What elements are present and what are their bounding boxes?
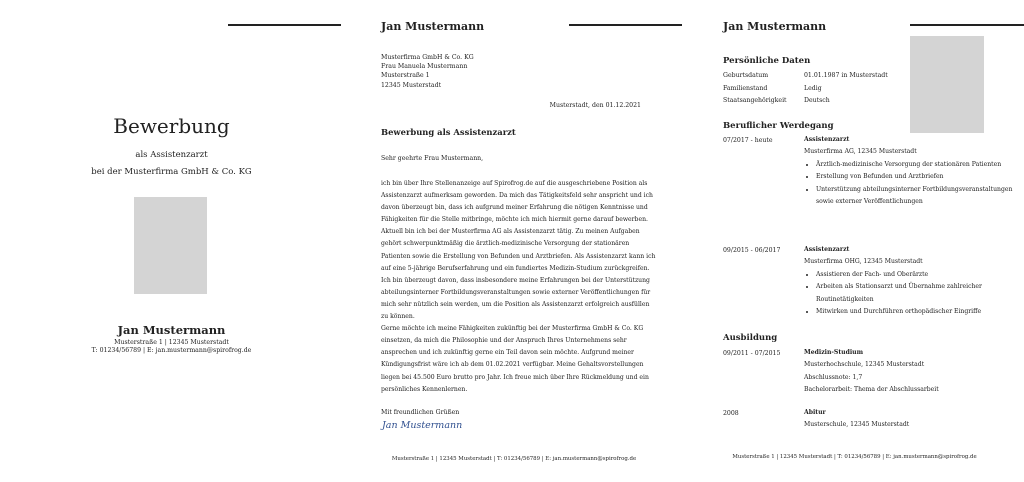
body-line: Fähigkeiten für die Stelle mitbringe, möchte ich mich hiermit gerne darauf bewerben. (381, 216, 648, 224)
letter-salutation: Sehr geehrte Frau Mustermann, (381, 155, 484, 162)
recipient-line: Musterstraße 1 (381, 72, 430, 80)
education-date: 2008 (723, 410, 739, 417)
letter-signature: Jan Mustermann (382, 420, 463, 431)
career-title: Assistenzarzt (804, 246, 850, 253)
cover-position-line: als Assistenzarzt (135, 150, 208, 160)
body-line: davon überzeugt bin, dass ich aufgrund meiner Erfahrung die nötigen Kenntnisse und (381, 204, 648, 212)
career-date: 09/2015 - 06/2017 (723, 247, 781, 254)
duty-item: • Arbeiten als Stationsarzt und Übernahme zahlreicher Routinetätigkeiten (816, 281, 1019, 306)
personal-value: 01.01.1987 in Musterstadt (804, 72, 888, 79)
recipient-address-block (381, 53, 474, 90)
body-line: zu können. (381, 313, 415, 321)
personal-label: Staatsangehörigkeit (723, 97, 787, 104)
career-title: Assistenzarzt (804, 136, 850, 143)
body-line: ich bin über Ihre Stellenanzeige auf Spirofrog.de auf die ausgeschriebene Position als (381, 180, 648, 187)
duty-item: • Mitwirken und Durchführen orthopädischer Eingriffe (816, 306, 1019, 318)
personal-value: Ledig (804, 85, 822, 92)
education-line: Musterhochschule, 12345 Musterstadt (804, 361, 925, 369)
personal-data-heading: Persönliche Daten (723, 56, 811, 66)
cv-top-rule (910, 24, 1024, 26)
personal-label: Familienstand (723, 85, 768, 92)
letter-date: Musterstadt, den 01.12.2021 (549, 102, 641, 109)
body-line: mich sehr nützlich sein werden, um die Position als Assistenzarzt erfolgreich ausfüllen (381, 300, 650, 308)
career-employer: Musterfirma AG, 12345 Musterstadt (804, 148, 917, 156)
education-entry (804, 347, 1019, 397)
letter-subject: Bewerbung als Assistenzarzt (381, 127, 516, 137)
personal-value: Deutsch (804, 97, 830, 104)
body-line: Assistenzarzt aufmerksam geworden. Da mich das Tätigkeitsfeld sehr anspricht und ich (381, 192, 653, 200)
duty-item: • Erstellung von Befunden und Arztbriefen (816, 171, 1019, 183)
body-line: abteilungsinterner Fortbildungsveranstaltungen sowie externer Veröffentlichungen für (381, 288, 651, 296)
letter-body (381, 178, 656, 396)
body-line: liegen bei 45.500 Euro brutto pro Jahr. Ich freue mich über Ihre Rückmeldung und ein (381, 373, 649, 381)
cover-address: Musterstraße 1 | 12345 Musterstadt (114, 339, 229, 346)
cover-letter-page (343, 0, 685, 482)
body-line: Patienten sowie die Erstellung von Befunden und Arztbriefen. Als Assistenzarzt kann ich (381, 252, 656, 260)
duty-item: • Ärztlich-medizinische Versorgung der stationären Patienten (816, 159, 1019, 171)
career-duties (804, 159, 1019, 209)
career-date: 07/2017 - heute (723, 137, 773, 144)
body-line: Gerne möchte ich meine Fähigkeiten zukünftig bei der Musterfirma GmbH & Co. KG (381, 325, 644, 333)
cv-photo-placeholder (910, 36, 984, 133)
recipient-line: 12345 Musterstadt (381, 81, 442, 89)
education-heading: Ausbildung (723, 333, 778, 343)
education-line: Bachelorarbeit: Thema der Abschlussarbeit (804, 386, 939, 394)
career-duties (804, 269, 1019, 319)
cover-title: Bewerbung (113, 114, 230, 138)
education-title: Abitur (804, 409, 826, 416)
career-heading: Beruflicher Werdegang (723, 121, 834, 131)
recipient-line: Musterfirma GmbH & Co. KG (381, 54, 474, 61)
letter-top-rule (569, 24, 682, 26)
education-line: Abschlussnote: 1,7 (804, 373, 863, 381)
body-line: Aktuell bin ich bei der Musterfirma AG als Assistenzarzt tätig. Zu meinen Aufgaben (381, 228, 640, 236)
letter-footer: Musterstraße 1 | 12345 Musterstadt | T: 01234/56789 | E: jan.mustermann@spirofrog.de (391, 456, 637, 462)
career-employer: Musterfirma OHG, 12345 Musterstadt (804, 258, 923, 266)
cover-top-rule (228, 24, 341, 26)
recipient-line: Frau Manuela Mustermann (381, 63, 468, 71)
body-line: einsetzen, da mich die Philosophie und der Anspruch Ihres Unternehmens sehr (381, 337, 627, 345)
education-line: Musterschule, 12345 Musterstadt (804, 421, 910, 429)
duty-item: • Assistieren der Fach- und Oberärzte (816, 269, 1019, 281)
education-title: Medizin-Studium (804, 349, 864, 356)
body-line: auf eine 5-jährige Berufserfahrung und ein fundiertes Medizin-Studium zurückgreifen. (381, 264, 650, 272)
education-entry (804, 407, 1019, 432)
letter-header-name: Jan Mustermann (381, 20, 485, 33)
cover-page (0, 0, 343, 482)
cv-header-name: Jan Mustermann (723, 20, 827, 33)
body-line: ansprechen und ich zukünftig gerne ein Teil davon sein möchte. Aufgrund meiner (381, 349, 634, 357)
career-entry (804, 244, 1019, 318)
body-line: persönliches Kennenlernen. (381, 385, 468, 393)
personal-label: Geburtsdatum (723, 72, 769, 79)
body-line: gehört schwerpunktmäßig die ärztlich-medizinische Versorgung der stationären (381, 240, 630, 248)
cover-company-line: bei der Musterfirma GmbH & Co. KG (91, 167, 252, 177)
cover-applicant-name: Jan Mustermann (117, 323, 226, 337)
body-line: Kündigungsfrist wäre ich ab dem 01.02.2021 verfügbar. Meine Gehaltsvorstellungen (381, 361, 644, 369)
duty-item: • Unterstützung abteilungsinterner Fortbildungsveranstaltungen sowie externer Veröffentlichungen (816, 184, 1019, 209)
body-line: Ich bin überzeugt davon, dass insbesondere meine Erfahrungen bei der Unterstützung (381, 276, 650, 284)
cover-contact: T: 01234/56789 | E: jan.mustermann@spirofrog.de (91, 347, 252, 354)
cv-page (685, 0, 1024, 482)
education-date: 09/2011 - 07/2015 (723, 350, 781, 357)
letter-closing: Mit freundlichen Grüßen (381, 409, 460, 416)
cv-footer: Musterstraße 1 | 12345 Musterstadt | T: 01234/56789 | E: jan.mustermann@spirofrog.de (732, 454, 977, 460)
cover-photo-placeholder (134, 197, 207, 294)
career-entry (804, 134, 1019, 208)
